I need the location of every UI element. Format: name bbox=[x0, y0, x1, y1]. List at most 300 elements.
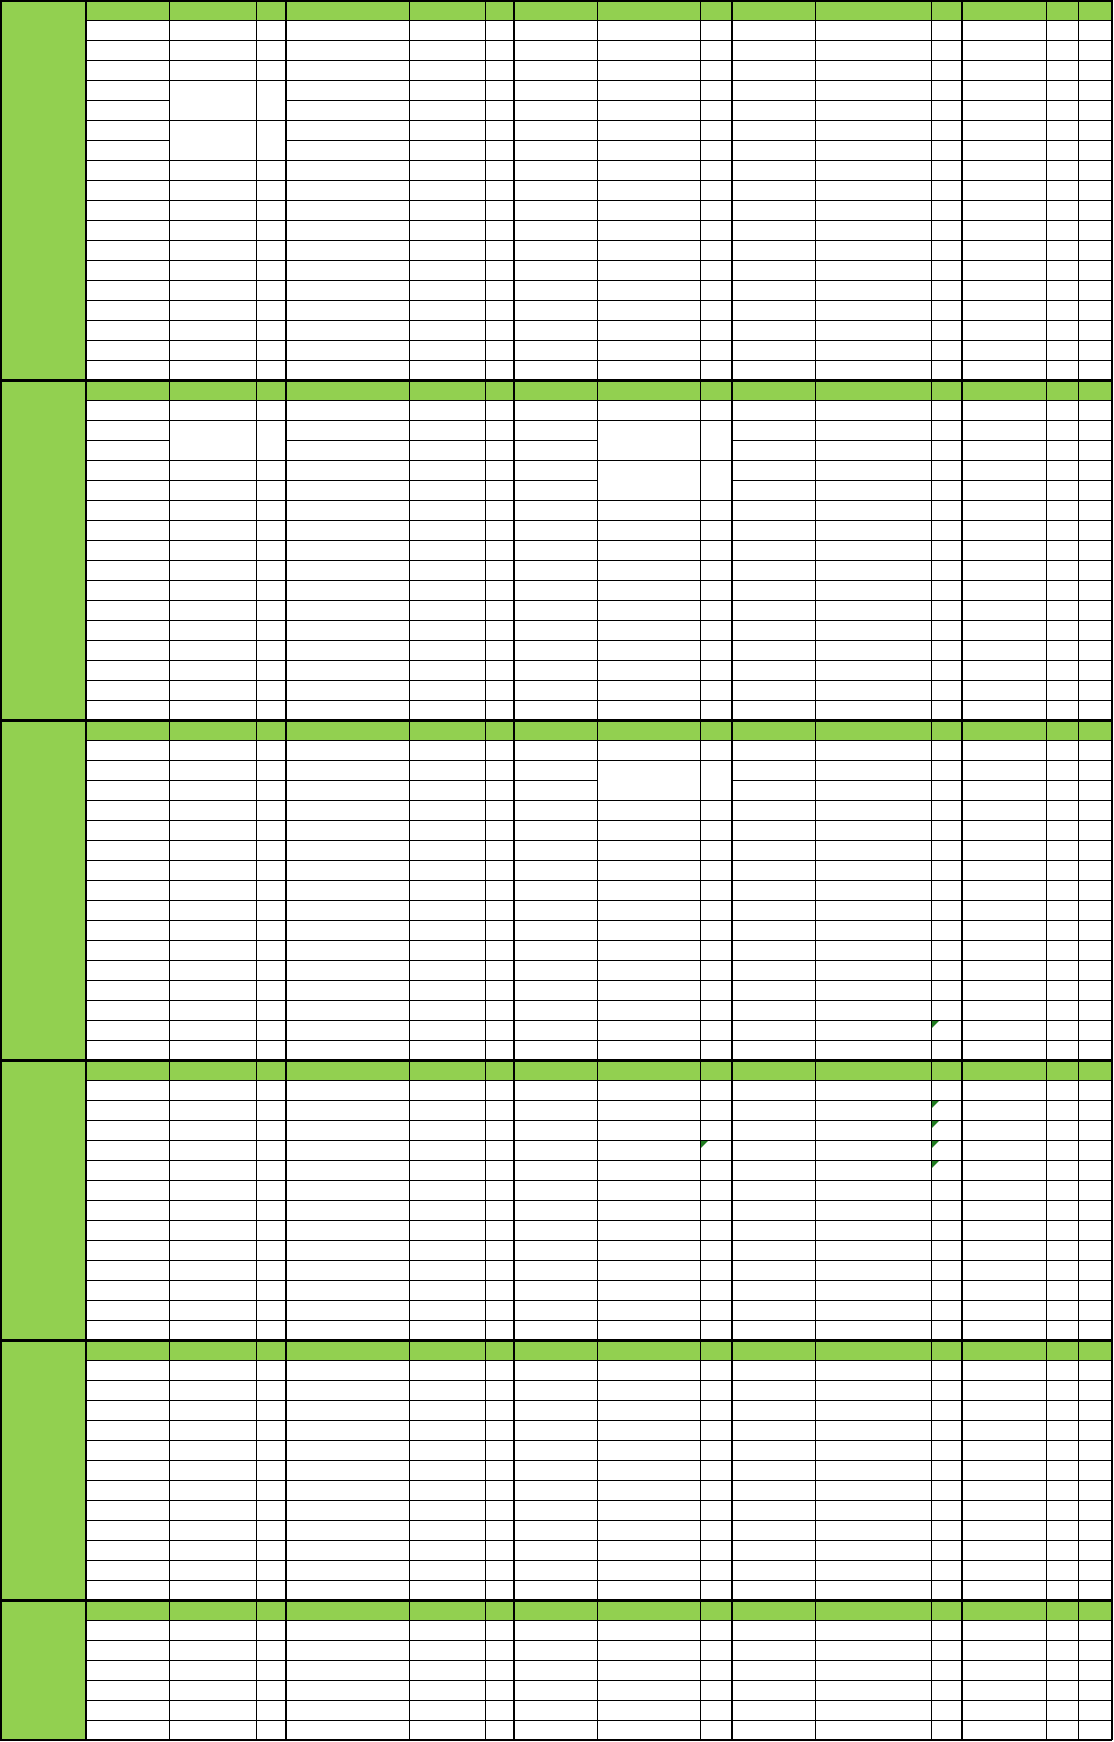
time-cell bbox=[86, 640, 169, 660]
klk-cell bbox=[700, 100, 732, 120]
klk-cell bbox=[931, 1260, 962, 1280]
klk-cell bbox=[256, 1160, 286, 1180]
block-border bbox=[0, 1739, 1112, 1741]
grid-line bbox=[597, 720, 598, 1060]
klk-cell bbox=[931, 240, 962, 260]
block-border bbox=[0, 1600, 1112, 1602]
time-cell bbox=[86, 1120, 169, 1140]
grid-line bbox=[86, 40, 1112, 41]
grid-line bbox=[86, 960, 1112, 961]
grid-line bbox=[86, 1420, 1112, 1421]
column-header-klk bbox=[485, 400, 514, 420]
klk-cell bbox=[931, 1240, 962, 1260]
klk-cell bbox=[485, 900, 514, 920]
time-cell bbox=[732, 940, 815, 960]
klk-cell bbox=[931, 100, 962, 120]
team-cell bbox=[1046, 80, 1078, 100]
time-cell bbox=[514, 1420, 597, 1440]
day-header bbox=[732, 380, 962, 400]
time-cell bbox=[732, 1500, 815, 1520]
klk-cell bbox=[931, 920, 962, 940]
team-cell bbox=[169, 1380, 256, 1400]
klk-cell bbox=[256, 480, 286, 500]
column-header-tijd bbox=[286, 740, 409, 760]
time-cell bbox=[514, 1440, 597, 1460]
team-cell bbox=[409, 980, 485, 1000]
klk-cell bbox=[931, 900, 962, 920]
time-cell bbox=[86, 1100, 169, 1120]
time-cell bbox=[732, 560, 815, 580]
day-header bbox=[962, 0, 1112, 20]
team-cell bbox=[815, 1020, 931, 1040]
grid-line bbox=[86, 900, 1112, 901]
time-cell bbox=[86, 440, 169, 460]
time-cell bbox=[514, 920, 597, 940]
klk-cell bbox=[256, 160, 286, 180]
klk-cell bbox=[931, 1500, 962, 1520]
time-cell bbox=[514, 760, 597, 780]
team-cell bbox=[815, 660, 931, 680]
block-border bbox=[0, 720, 1112, 722]
column-header-team bbox=[1046, 20, 1078, 40]
grid-line bbox=[86, 340, 1112, 341]
grid-line bbox=[1078, 380, 1079, 720]
merge-mask bbox=[598, 480, 700, 481]
team-cell bbox=[815, 260, 931, 280]
column-header-klk bbox=[931, 1360, 962, 1380]
block-border bbox=[0, 1600, 2, 1740]
column-header-klk bbox=[700, 740, 732, 760]
column-header-klk bbox=[256, 1080, 286, 1100]
grid-line bbox=[85, 1600, 87, 1740]
klk-cell bbox=[700, 900, 732, 920]
klk-cell bbox=[931, 580, 962, 600]
field-label bbox=[0, 0, 86, 380]
team-cell bbox=[815, 1100, 931, 1120]
klk-cell bbox=[485, 580, 514, 600]
grid-line bbox=[285, 1600, 287, 1740]
time-cell bbox=[514, 1400, 597, 1420]
merge-mask bbox=[257, 140, 286, 141]
team-cell bbox=[597, 540, 700, 560]
klk-cell bbox=[485, 560, 514, 580]
team-cell bbox=[169, 340, 256, 360]
time-cell bbox=[962, 540, 1046, 560]
team-cell bbox=[409, 780, 485, 800]
grid-line bbox=[169, 1060, 170, 1340]
grid-line bbox=[485, 380, 486, 720]
grid-line bbox=[86, 1560, 1112, 1561]
column-header-klk bbox=[1078, 1360, 1112, 1380]
team-cell bbox=[597, 1460, 700, 1480]
column-header-klk bbox=[931, 1080, 962, 1100]
team-cell bbox=[409, 480, 485, 500]
team-cell bbox=[409, 800, 485, 820]
field-label bbox=[0, 720, 86, 1060]
klk-cell bbox=[485, 80, 514, 100]
time-cell bbox=[286, 800, 409, 820]
column-header-klk bbox=[700, 1620, 732, 1640]
team-cell bbox=[169, 260, 256, 280]
team-cell bbox=[409, 40, 485, 60]
klk-cell bbox=[931, 1220, 962, 1240]
team-cell bbox=[409, 560, 485, 580]
klk-cell bbox=[256, 820, 286, 840]
time-cell bbox=[732, 920, 815, 940]
merge-mask bbox=[257, 100, 286, 101]
team-cell bbox=[815, 1120, 931, 1140]
grid-line bbox=[86, 620, 1112, 621]
team-cell bbox=[815, 300, 931, 320]
column-header-klk bbox=[700, 20, 732, 40]
grid-line bbox=[1046, 380, 1047, 720]
column-header-tijd bbox=[514, 1620, 597, 1640]
grid-line bbox=[86, 520, 1112, 521]
time-cell bbox=[86, 460, 169, 480]
klk-cell bbox=[931, 980, 962, 1000]
klk-cell bbox=[485, 1220, 514, 1240]
grid-line bbox=[169, 0, 170, 380]
time-cell bbox=[86, 260, 169, 280]
grid-line bbox=[86, 1620, 1112, 1621]
time-cell bbox=[86, 780, 169, 800]
day-header bbox=[286, 1340, 514, 1360]
column-header-team bbox=[409, 20, 485, 40]
column-header-klk bbox=[256, 1620, 286, 1640]
column-header-tijd bbox=[732, 1080, 815, 1100]
merge-mask bbox=[170, 100, 256, 101]
team-cell bbox=[409, 80, 485, 100]
time-cell bbox=[514, 1120, 597, 1140]
team-cell bbox=[409, 660, 485, 680]
time-cell bbox=[286, 540, 409, 560]
team-cell bbox=[409, 460, 485, 480]
time-cell bbox=[86, 80, 169, 100]
time-cell bbox=[514, 1480, 597, 1500]
time-cell bbox=[514, 660, 597, 680]
time-cell bbox=[732, 980, 815, 1000]
comment-marker-icon bbox=[932, 1161, 939, 1168]
block-border bbox=[0, 1340, 1112, 1342]
klk-cell bbox=[931, 440, 962, 460]
team-cell bbox=[409, 640, 485, 660]
day-header bbox=[286, 0, 514, 20]
time-cell bbox=[962, 80, 1046, 100]
day-header bbox=[286, 720, 514, 740]
klk-cell bbox=[485, 440, 514, 460]
klk-cell bbox=[700, 80, 732, 100]
time-cell bbox=[286, 220, 409, 240]
column-header-klk bbox=[1078, 1080, 1112, 1100]
time-cell bbox=[86, 180, 169, 200]
time-cell bbox=[514, 1000, 597, 1020]
grid-line bbox=[1111, 1340, 1113, 1600]
merge-mask bbox=[598, 440, 700, 441]
grid-line bbox=[86, 160, 1112, 161]
klk-cell bbox=[931, 940, 962, 960]
grid-line bbox=[86, 1040, 1112, 1041]
klk-cell bbox=[931, 780, 962, 800]
team-cell bbox=[169, 180, 256, 200]
klk-cell bbox=[256, 860, 286, 880]
grid-line bbox=[409, 380, 410, 720]
grid-line bbox=[86, 1240, 1112, 1241]
grid-line bbox=[731, 1060, 733, 1340]
team-cell bbox=[409, 1120, 485, 1140]
column-header-tijd bbox=[962, 1080, 1046, 1100]
grid-line bbox=[485, 1600, 486, 1740]
column-header-team bbox=[597, 400, 700, 420]
team-cell bbox=[169, 640, 256, 660]
time-cell bbox=[86, 220, 169, 240]
klk-cell bbox=[931, 140, 962, 160]
column-header-team bbox=[815, 740, 931, 760]
team-cell bbox=[409, 260, 485, 280]
klk-cell bbox=[931, 660, 962, 680]
team-cell bbox=[815, 940, 931, 960]
block-border bbox=[0, 1060, 2, 1340]
time-cell bbox=[86, 340, 169, 360]
team-cell bbox=[597, 1000, 700, 1020]
time-cell bbox=[286, 480, 409, 500]
time-cell bbox=[514, 1100, 597, 1120]
time-cell bbox=[286, 1100, 409, 1120]
team-cell bbox=[409, 420, 485, 440]
time-cell bbox=[86, 820, 169, 840]
time-cell bbox=[86, 860, 169, 880]
team-cell bbox=[815, 240, 931, 260]
time-cell bbox=[514, 780, 597, 800]
time-cell bbox=[514, 800, 597, 820]
grid-line bbox=[256, 380, 257, 720]
time-cell bbox=[732, 1120, 815, 1140]
klk-cell bbox=[485, 1300, 514, 1320]
team-cell bbox=[815, 1500, 931, 1520]
team-cell bbox=[815, 40, 931, 60]
team-cell bbox=[169, 560, 256, 580]
grid-line bbox=[86, 1100, 1112, 1101]
grid-line bbox=[86, 1300, 1112, 1301]
grid-line bbox=[86, 820, 1112, 821]
grid-line bbox=[731, 1600, 733, 1740]
grid-line bbox=[931, 1340, 932, 1600]
time-cell bbox=[514, 220, 597, 240]
team-cell bbox=[169, 320, 256, 340]
grid-line bbox=[256, 0, 257, 380]
klk-cell bbox=[485, 920, 514, 940]
klk-cell bbox=[256, 800, 286, 820]
grid-line bbox=[169, 1600, 170, 1740]
team-cell bbox=[169, 780, 256, 800]
grid-line bbox=[815, 1600, 816, 1740]
column-header-tijd bbox=[962, 1360, 1046, 1380]
klk-cell bbox=[700, 320, 732, 340]
grid-line bbox=[815, 1340, 816, 1600]
team-cell bbox=[169, 860, 256, 880]
grid-line bbox=[815, 0, 816, 380]
team-cell bbox=[815, 900, 931, 920]
team-cell bbox=[169, 1300, 256, 1320]
grid-line bbox=[86, 1260, 1112, 1261]
grid-line bbox=[485, 1060, 486, 1340]
grid-line bbox=[700, 1340, 701, 1600]
team-cell bbox=[169, 820, 256, 840]
grid-line bbox=[597, 0, 598, 380]
time-cell bbox=[732, 1020, 815, 1040]
merge-mask bbox=[170, 140, 256, 141]
grid-line bbox=[86, 260, 1112, 261]
team-cell bbox=[815, 420, 931, 440]
time-cell bbox=[286, 300, 409, 320]
team-cell bbox=[1046, 540, 1078, 560]
day-header bbox=[962, 380, 1112, 400]
grid-line bbox=[86, 1460, 1112, 1461]
grid-line bbox=[961, 1060, 963, 1340]
klk-cell bbox=[931, 40, 962, 60]
grid-line bbox=[86, 560, 1112, 561]
column-header-tijd bbox=[732, 400, 815, 420]
column-header-tijd bbox=[86, 20, 169, 40]
time-cell bbox=[514, 1460, 597, 1480]
day-header bbox=[962, 720, 1112, 740]
grid-line bbox=[86, 180, 1112, 181]
klk-cell bbox=[485, 780, 514, 800]
team-cell bbox=[409, 540, 485, 560]
grid-line bbox=[1078, 1060, 1079, 1340]
klk-cell bbox=[1078, 540, 1112, 560]
time-cell bbox=[286, 580, 409, 600]
klk-cell bbox=[700, 300, 732, 320]
day-header bbox=[732, 1600, 962, 1620]
grid-line bbox=[485, 720, 486, 1060]
time-cell bbox=[732, 320, 815, 340]
klk-cell bbox=[485, 640, 514, 660]
time-cell bbox=[286, 980, 409, 1000]
time-cell bbox=[286, 640, 409, 660]
team-cell bbox=[169, 480, 256, 500]
time-cell bbox=[732, 1240, 815, 1260]
field-label bbox=[0, 1060, 86, 1340]
klk-cell bbox=[256, 1120, 286, 1140]
grid-line bbox=[961, 380, 963, 720]
merge-mask bbox=[170, 440, 256, 441]
team-cell bbox=[169, 1140, 256, 1160]
time-cell bbox=[86, 560, 169, 580]
grid-line bbox=[86, 200, 1112, 201]
column-header-team bbox=[169, 1080, 256, 1100]
merge-mask bbox=[598, 780, 700, 781]
time-cell bbox=[732, 1140, 815, 1160]
time-cell bbox=[286, 900, 409, 920]
time-cell bbox=[732, 900, 815, 920]
column-header-tijd bbox=[86, 400, 169, 420]
klk-cell bbox=[931, 640, 962, 660]
column-header-team bbox=[169, 740, 256, 760]
column-header-klk bbox=[1078, 400, 1112, 420]
column-header-klk bbox=[256, 1360, 286, 1380]
team-cell bbox=[169, 160, 256, 180]
klk-cell bbox=[931, 540, 962, 560]
day-header bbox=[732, 1060, 962, 1080]
day-header bbox=[962, 1340, 1112, 1360]
klk-cell bbox=[485, 460, 514, 480]
grid-line bbox=[1111, 0, 1113, 380]
klk-cell bbox=[256, 760, 286, 780]
grid-line bbox=[961, 1340, 963, 1600]
team-cell bbox=[597, 1380, 700, 1400]
column-header-tijd bbox=[732, 740, 815, 760]
klk-cell bbox=[700, 920, 732, 940]
team-cell bbox=[597, 640, 700, 660]
column-header-team bbox=[597, 740, 700, 760]
klk-cell bbox=[256, 1220, 286, 1240]
grid-line bbox=[86, 1200, 1112, 1201]
klk-cell bbox=[256, 1100, 286, 1120]
grid-line bbox=[597, 1600, 598, 1740]
grid-line bbox=[285, 380, 287, 720]
klk-cell bbox=[485, 260, 514, 280]
team-cell bbox=[169, 980, 256, 1000]
column-header-klk bbox=[931, 400, 962, 420]
klk-cell bbox=[1078, 100, 1112, 120]
column-header-team bbox=[169, 400, 256, 420]
grid-line bbox=[961, 0, 963, 380]
merge-mask bbox=[701, 440, 732, 441]
team-cell bbox=[409, 920, 485, 940]
klk-cell bbox=[700, 820, 732, 840]
grid-line bbox=[513, 0, 515, 380]
team-cell bbox=[597, 560, 700, 580]
grid-line bbox=[961, 1600, 963, 1740]
klk-cell bbox=[485, 480, 514, 500]
klk-cell bbox=[931, 260, 962, 280]
time-cell bbox=[514, 1380, 597, 1400]
team-cell bbox=[169, 1100, 256, 1120]
time-cell bbox=[86, 1160, 169, 1180]
klk-cell bbox=[485, 980, 514, 1000]
time-cell bbox=[962, 420, 1046, 440]
grid-line bbox=[1046, 1060, 1047, 1340]
grid-line bbox=[86, 880, 1112, 881]
klk-cell bbox=[256, 920, 286, 940]
column-header-tijd bbox=[286, 400, 409, 420]
team-cell bbox=[169, 800, 256, 820]
time-cell bbox=[732, 640, 815, 660]
grid-line bbox=[485, 0, 486, 380]
klk-cell bbox=[256, 540, 286, 560]
time-cell bbox=[86, 840, 169, 860]
grid-line bbox=[86, 240, 1112, 241]
time-cell bbox=[514, 820, 597, 840]
grid-line bbox=[1078, 1340, 1079, 1600]
comment-marker-icon bbox=[932, 1121, 939, 1128]
grid-line bbox=[597, 380, 598, 720]
time-cell bbox=[514, 300, 597, 320]
grid-line bbox=[731, 0, 733, 380]
column-header-klk bbox=[1078, 1620, 1112, 1640]
team-cell bbox=[597, 660, 700, 680]
grid-line bbox=[86, 300, 1112, 301]
team-cell bbox=[815, 220, 931, 240]
column-header-team bbox=[597, 1360, 700, 1380]
klk-cell bbox=[256, 220, 286, 240]
column-header-tijd bbox=[286, 20, 409, 40]
time-cell bbox=[286, 460, 409, 480]
grid-line bbox=[86, 360, 1112, 361]
team-cell bbox=[1046, 440, 1078, 460]
column-header-tijd bbox=[732, 20, 815, 40]
grid-line bbox=[85, 1060, 87, 1340]
